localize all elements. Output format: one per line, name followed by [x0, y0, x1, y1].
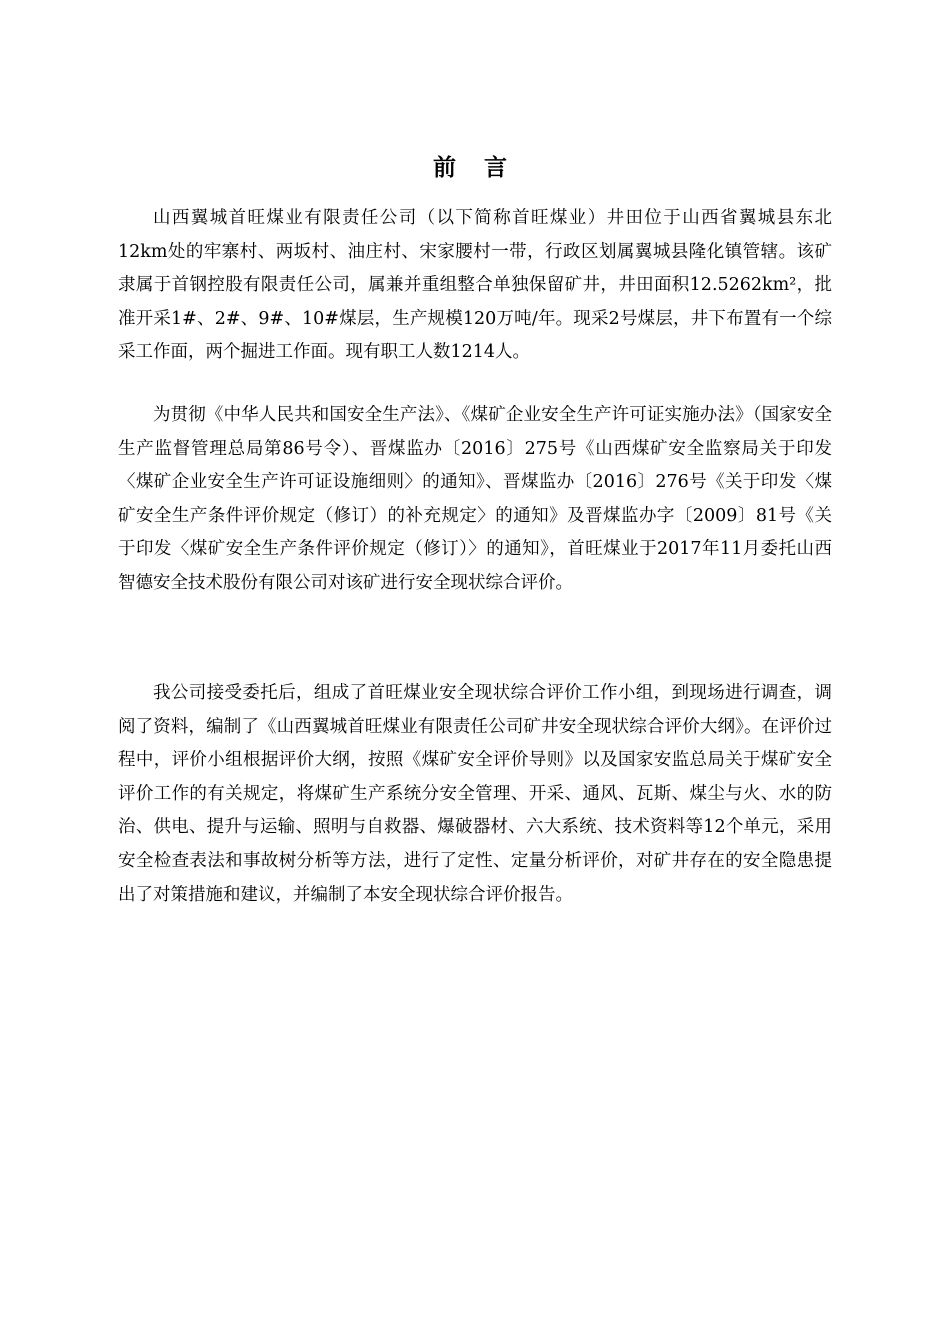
- paragraph-mine-overview: 山西翼城首旺煤业有限责任公司（以下简称首旺煤业）井田位于山西省翼城县东北12km处的牢寨村、两坂村、油庄村、宋家腰村一带，行政区划属翼城县隆化镇管辖。该矿隶属于首钢控股有限责任公司，属兼并重组整合单独保留矿井，井田面积12.5262km²，批准开采1#、2#、9#、10#煤层，生产规模120万吨/年。现采2号煤层，井下布置有一个综采工作面，两个掘进工作面。现有职工人数1214人。: [118, 208, 832, 363]
- paragraph-regulatory-basis: 为贯彻《中华人民共和国安全生产法》、《煤矿企业安全生产许可证实施办法》（国家安全生产监督管理总局第86号令）、晋煤监办〔2016〕275号《山西煤矿安全监察局关于印发〈煤矿企业安全生产许可证设施细则〉的通知》、晋煤监办〔2016〕276号《关于印发〈煤矿安全生产条件评价规定（修订）的补充规定〉的通知》及晋煤监办字〔2009〕81号《关于印发〈煤矿安全生产条件评价规定（修订）〉的通知》，首旺煤业于2017年11月委托山西智德安全技术股份有限公司对该矿进行安全现状综合评价。: [118, 405, 832, 593]
- page-title: 前 言: [432, 155, 517, 181]
- paragraph-evaluation-process: 我公司接受委托后，组成了首旺煤业安全现状综合评价工作小组，到现场进行调查，调阅了资料，编制了《山西翼城首旺煤业有限责任公司矿井安全现状综合评价大纲》。在评价过程中，评价小组根据评价大纲，按照《煤矿安全评价导则》以及国家安监总局关于煤矿安全评价工作的有关规定，将煤矿生产系统分安全管理、开采、通风、瓦斯、煤尘与火、水的防治、供电、提升与运输、照明与自救器、爆破器材、六大系统、技术资料等12个单元，采用安全检查表法和事故树分析等方法，进行了定性、定量分析评价，对矿井存在的安全隐患提出了对策措施和建议，并编制了本安全现状综合评价报告。: [118, 683, 832, 905]
